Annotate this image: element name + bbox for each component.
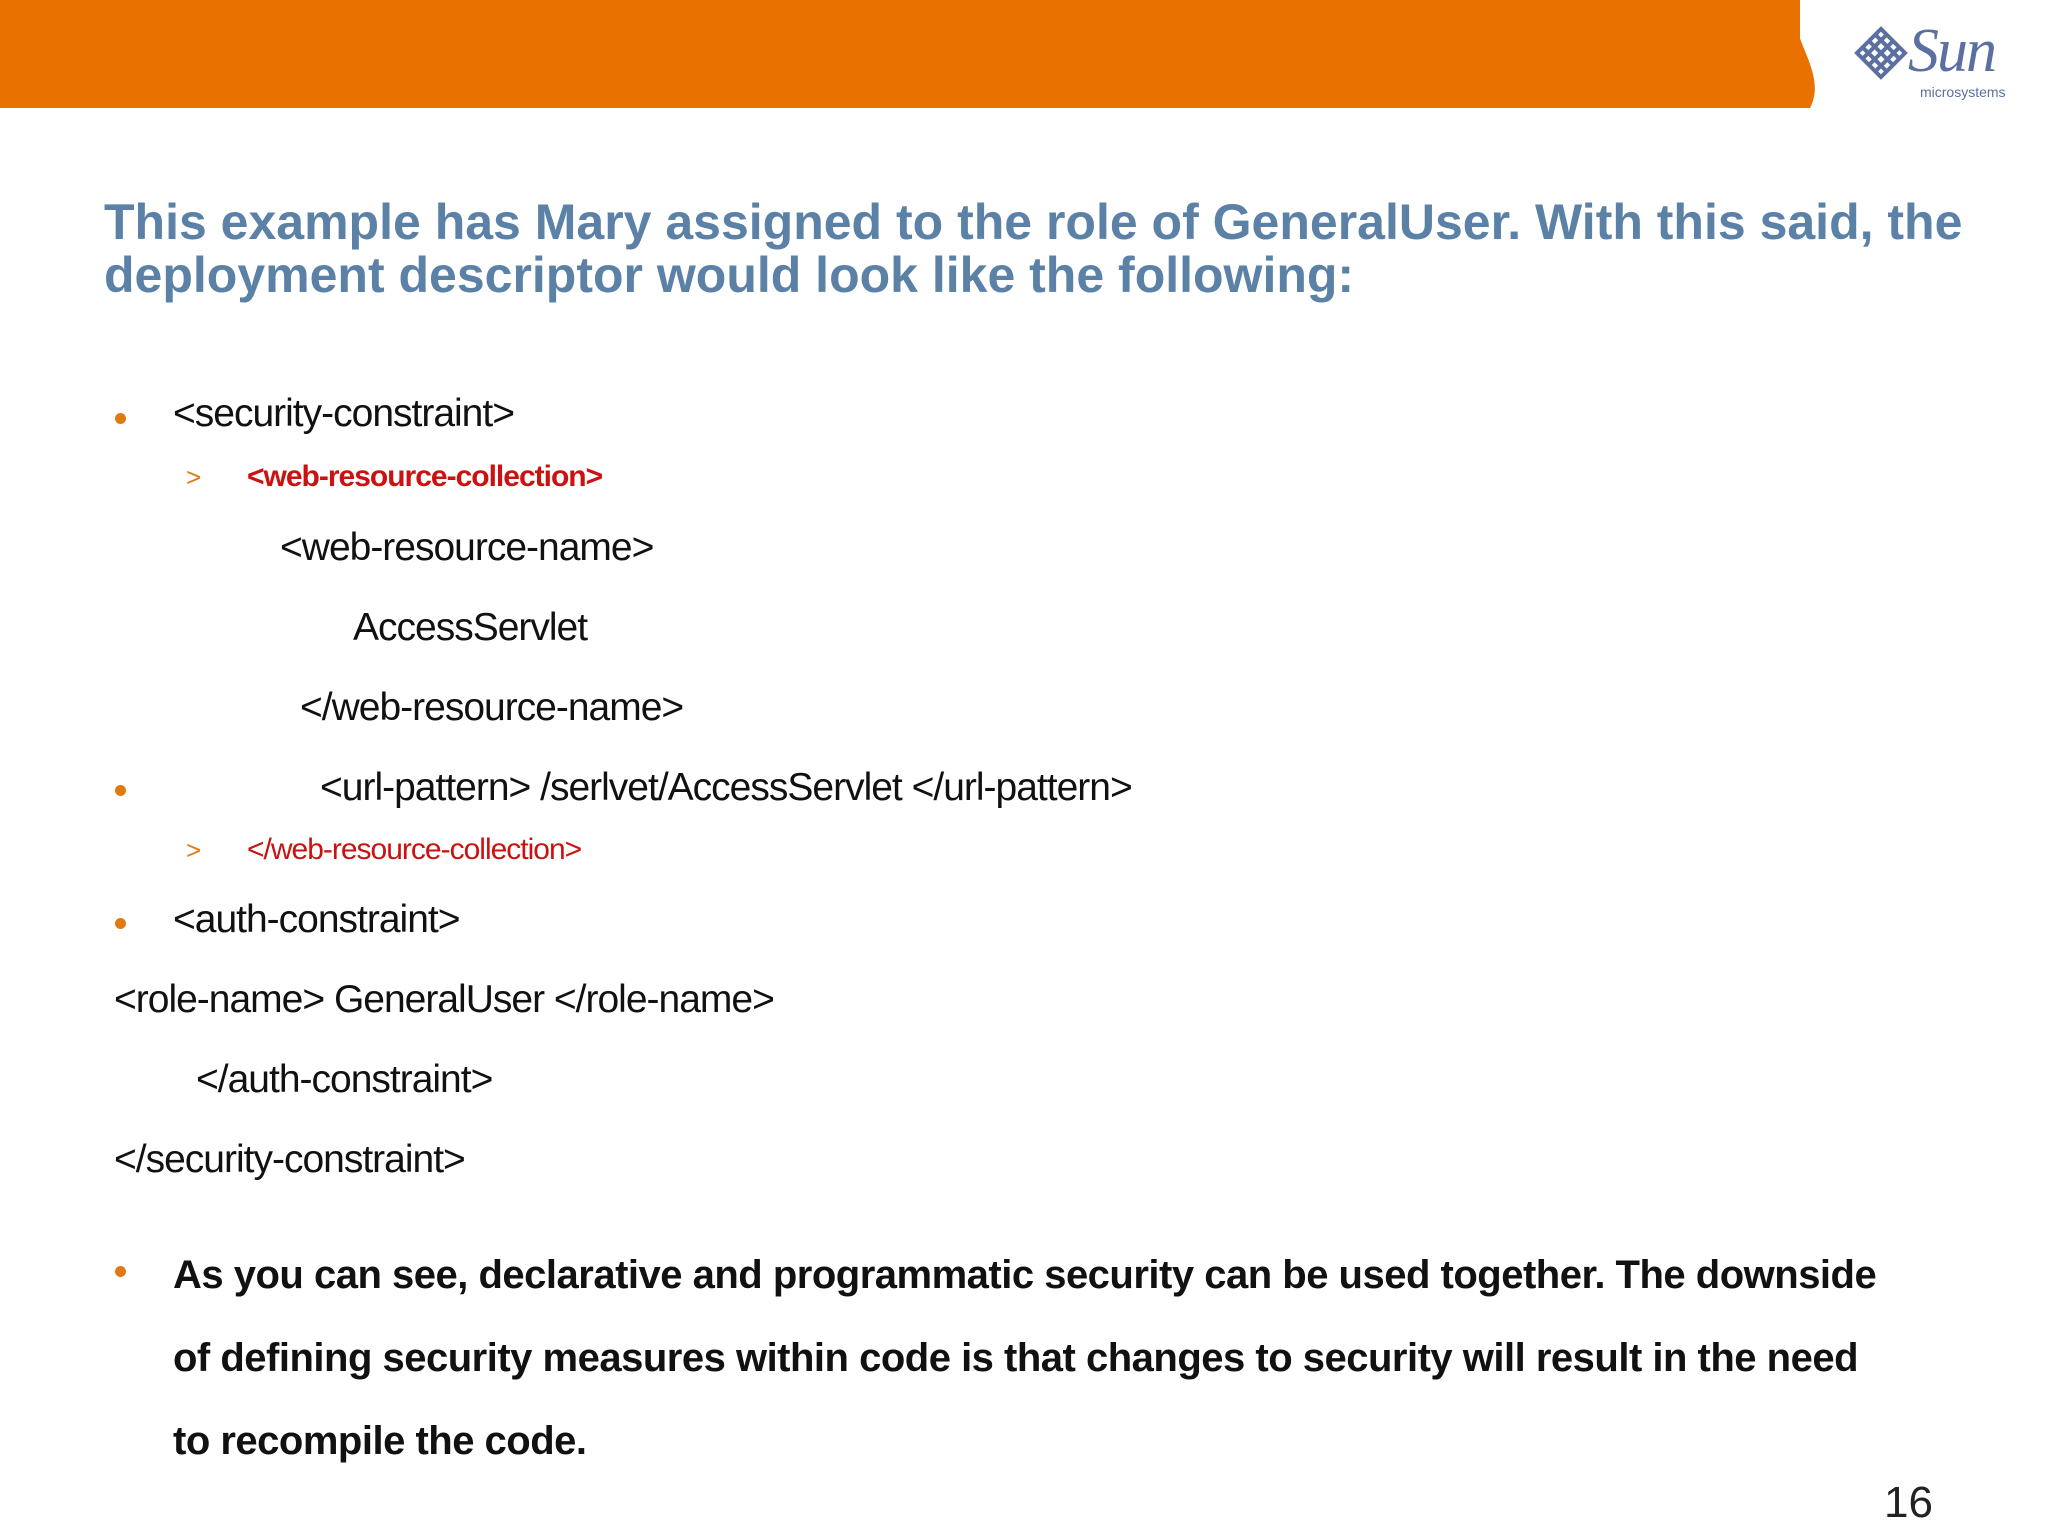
web-resource-collection-close: </web-resource-collection>	[247, 833, 582, 866]
auth-constraint-close: </auth-constraint>	[196, 1058, 493, 1101]
logo-subtitle: microsystems	[1920, 84, 2006, 100]
page-number: 16	[1884, 1478, 1933, 1527]
bullet-marker	[115, 918, 126, 929]
arrow-marker: >	[186, 462, 202, 492]
security-constraint-close: </security-constraint>	[114, 1138, 465, 1181]
role-name: <role-name> GeneralUser </role-name>	[114, 978, 774, 1021]
banner-curve	[1770, 0, 1850, 108]
servlet-name: AccessServlet	[353, 606, 588, 649]
auth-constraint-open: <auth-constraint>	[173, 898, 460, 941]
bullet-marker	[115, 785, 126, 796]
web-resource-collection-open: <web-resource-collection>	[247, 460, 603, 493]
bullet-marker	[115, 1266, 126, 1277]
web-resource-name-open: <web-resource-name>	[280, 526, 654, 569]
security-constraint-open: <security-constraint>	[173, 392, 514, 435]
sun-logo	[1850, 17, 2020, 102]
arrow-marker: >	[186, 835, 202, 865]
sun-logo-icon	[1850, 22, 1912, 84]
url-pattern: <url-pattern> /serlvet/AccessServlet </url-pattern>	[320, 766, 1132, 809]
header-banner	[0, 0, 1800, 108]
logo-wordmark: Sun	[1908, 17, 1995, 85]
slide-title: This example has Mary assigned to the role of GeneralUser. With this said, the deployment descriptor would look like the following:	[104, 194, 1963, 303]
bullet-marker	[115, 413, 126, 424]
web-resource-name-close: </web-resource-name>	[300, 686, 684, 729]
summary-paragraph: As you can see, declarative and programmatic security can be used together. The downside of defining security measures within code is that changes to security will result in the need to recompile the code.	[173, 1253, 1877, 1463]
